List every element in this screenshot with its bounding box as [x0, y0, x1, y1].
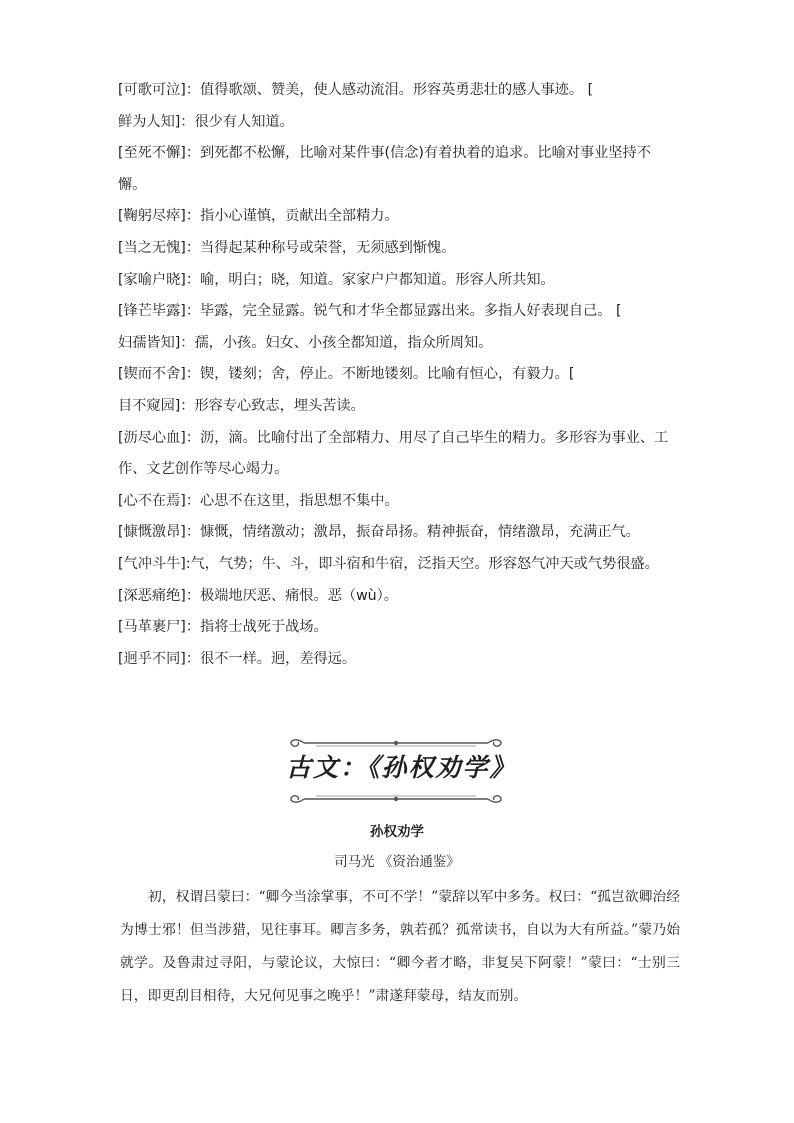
ornament-divider-bottom	[286, 792, 506, 806]
idiom-entry: 目不窥园]：形容专心致志，埋头苦读。	[118, 397, 365, 414]
idiom-entry: [可歌可泣]：值得歌颂、赞美，使人感动流泪。形容英勇悲壮的感人事迹。 [	[118, 82, 594, 98]
section-banner	[286, 736, 517, 806]
idiom-entry: [慷慨激昂]：慷慨，情绪激动；激昂，振奋昂扬。精神振奋，情绪激昂，充满正气。	[118, 524, 640, 541]
idiom-list	[118, 75, 678, 675]
idiom-entry: [锲而不舍]：锲，镂刻；舍，停止。不断地镂刻。比喻有恒心，有毅力。[	[118, 366, 575, 383]
idiom-entry: [气冲斗牛]:气，气势；牛、斗，即斗宿和牛宿，泛指天空。形容怒气冲天或气势很盛。	[118, 555, 659, 572]
idiom-entry: [深恶痛绝]：极端地厌恶、痛恨。恶（wù）。	[118, 587, 398, 604]
idiom-entry: [鞠躬尽瘁]：指小心谨慎，贡献出全部精力。	[118, 208, 399, 225]
idiom-entry: [沥尽心血]：沥，滴。比喻付出了全部精力、用尽了自己毕生的精力。多形容为事业、工作、文艺创作等尽心竭力。	[118, 429, 669, 478]
article-author: 司马光 《资治通鉴》	[334, 854, 460, 870]
idiom-entry: [马革裹尸]：指将士战死于战场。	[118, 619, 328, 636]
article-title: 孙权劝学	[370, 824, 424, 840]
idiom-entry: [家喻户晓]：喻，明白；晓，知道。家家户户都知道。形容人所共知。	[118, 271, 555, 288]
idiom-entry: [心不在焉]：心思不在这里，指思想不集中。	[118, 492, 399, 509]
idiom-entry: [至死不懈]：到死都不松懈，比喻对某件事(信念)有着执着的追求。比喻对事业坚持不懈。	[118, 145, 651, 193]
idiom-entry: 妇孺皆知]：孺，小孩。妇女、小孩全都知道，指众所周知。	[118, 334, 493, 351]
idiom-entry: [锋芒毕露]：毕露，完全显露。锐气和才华全都显露出来。多指人好表现自己。 [	[118, 303, 622, 320]
section-banner-title: 古文：《孙权劝学》	[286, 753, 517, 782]
idiom-entry: 鲜为人知]：很少有人知道。	[118, 113, 294, 130]
article-body: 初，权谓吕蒙曰：“卿今当涂掌事，不可不学！”蒙辞以军中多务。权曰：“孤岂欲卿治经为博士邪！但当涉猎，见往事耳。卿言多务，孰若孤？孤常读书，自以为大有所益。”蒙乃始就学。及鲁肃过寻阳，与蒙论议，大惊曰：“卿今者才略，非复吴下阿蒙！”蒙曰：“士别三日，即更刮目相待，大兄何见事之晚乎！”肃遂拜蒙母，结友而别。	[120, 889, 680, 1004]
idiom-entry: [迥乎不同]：很不一样。迥，差得远。	[118, 650, 357, 667]
idiom-entry: [当之无愧]：当得起某种称号或荣誉，无须感到惭愧。	[118, 239, 456, 256]
